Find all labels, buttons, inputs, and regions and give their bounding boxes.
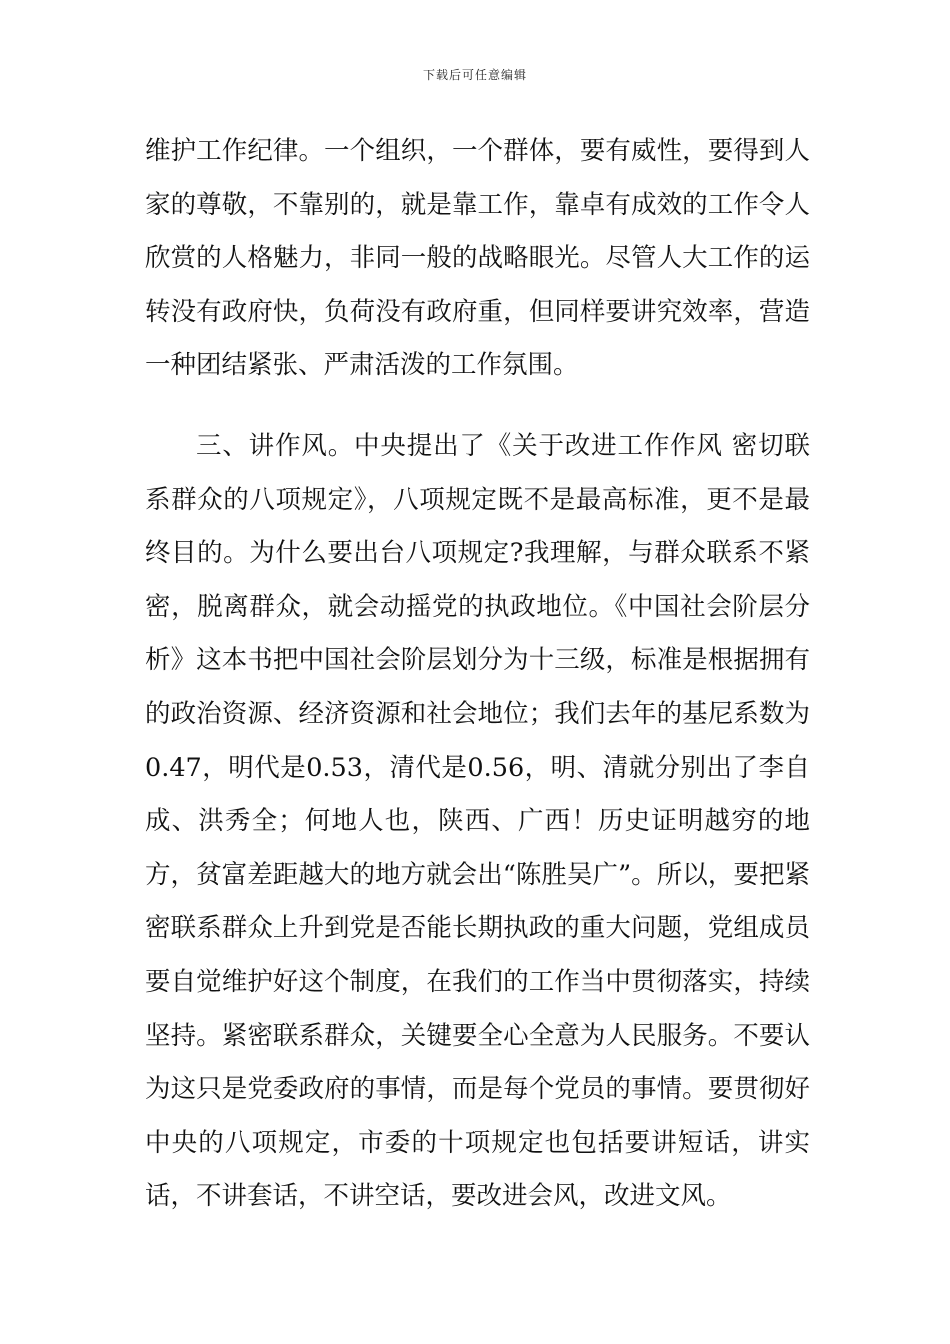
body-paragraph-work-style: 三、讲作风。中央提出了《关于改进工作作风 密切联系群众的八项规定》，八项规定既不是最高标准，更不是最终目的。为什么要出台八项规定?我理解，与群众联系不紧密，脱离群众，就会动摇党的执政地位。《中国社会阶层分析》这本书把中国社会阶层划分为十三级，标准是根据拥有的政治资源、经济资源和社会地位；我们去年的基尼系数为0.47，明代是0.53，清代是0.56，明、清就分别出了李自成、洪秀全；何地人也，陕西、广西！历史证明越穷的地方，贫富差距越大的地方就会出“陈胜吴广”。所以，要把紧密联系群众上升到党是否能长期执政的重大问题，党组成员要自觉维护好这个制度，在我们的工作当中贯彻落实，持续坚持。紧密联系群众，关键要全心全意为人民服务。不要认为这只是党委政府的事情，而是每个党员的事情。要贯彻好中央的八项规定，市委的十项规定也包括要讲短话，讲实话，不讲套话，不讲空话，要改进会风，改进文风。 — [145, 431, 810, 1212]
body-paragraph-work-discipline: 维护工作纪律。一个组织，一个群体，要有威性，要得到人家的尊敬，不靠别的，就是靠工作，靠卓有成效的工作令人欣赏的人格魅力，非同一般的战略眼光。尽管人大工作的运转没有政府快，负荷没有政府重，但同样要讲究效率，营造一种团结紧张、严肃活泼的工作氛围。 — [145, 136, 810, 381]
page-header: 下载后可任意编辑 — [422, 68, 527, 82]
